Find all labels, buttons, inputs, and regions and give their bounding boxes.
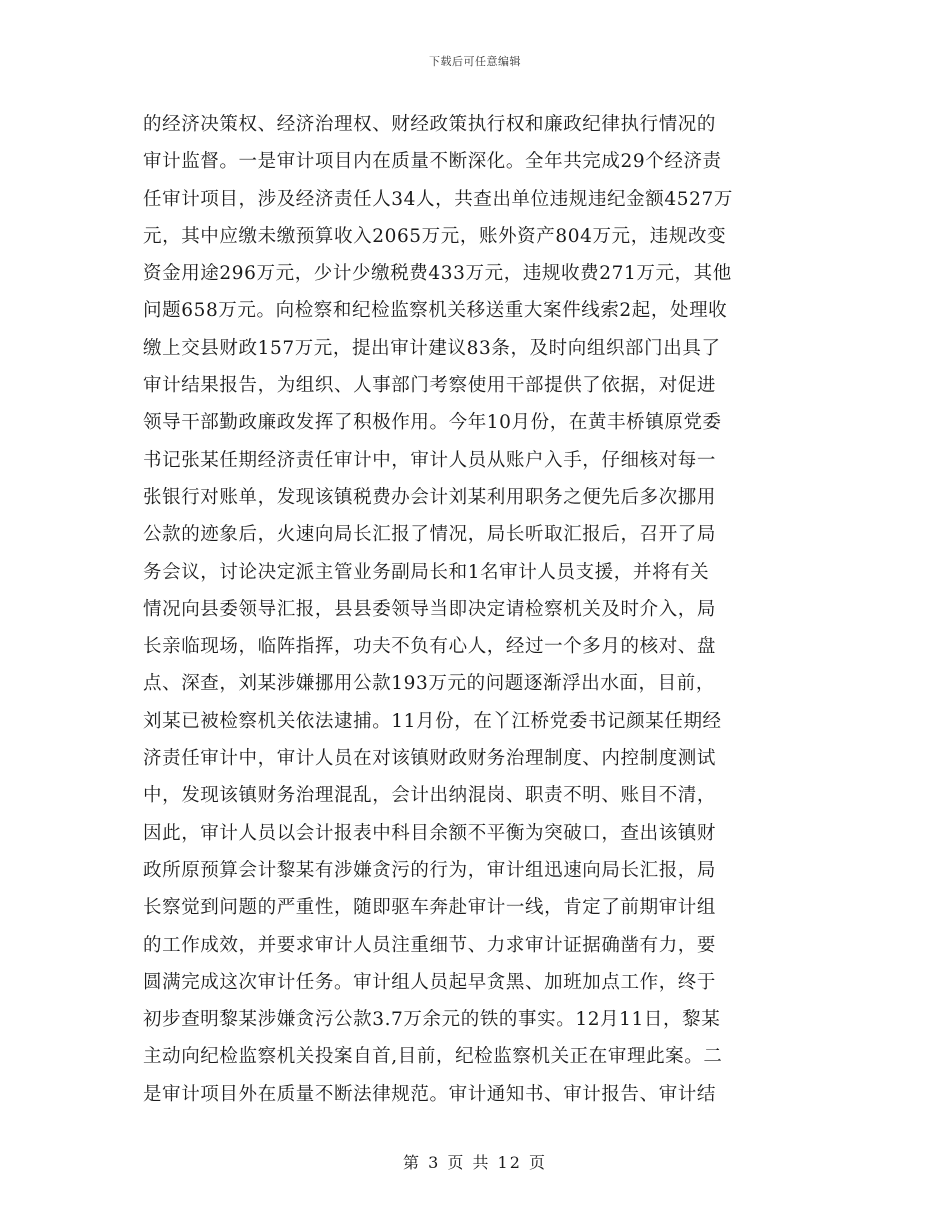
text-line: 长亲临现场，临阵指挥，功夫不负有心人，经过一个多月的核对、盘 bbox=[143, 636, 717, 658]
text-line: 中，发现该镇财务治理混乱，会计出纳混岗、职责不明、账目不清， bbox=[143, 785, 717, 807]
text-line: 审计结果报告，为组织、人事部门考察使用干部提供了依据，对促进 bbox=[143, 375, 717, 397]
text-line: 因此，审计人员以会计报表中科目余额不平衡为突破口，查出该镇财 bbox=[143, 822, 717, 844]
text-line: 张银行对账单，发现该镇税费办会计刘某利用职务之便先后多次挪用 bbox=[143, 486, 717, 508]
text-line: 圆满完成这次审计任务。审计组人员起早贪黑、加班加点工作，终于 bbox=[143, 971, 717, 993]
text-line: 长察觉到问题的严重性，随即驱车奔赴审计一线，肯定了前期审计组 bbox=[143, 897, 717, 919]
text-line: 刘某已被检察机关依法逮捕。11月份，在丫江桥党委书记颜某任期经 bbox=[143, 710, 722, 732]
text-line: 济责任审计中，审计人员在对该镇财政财务治理制度、内控制度测试 bbox=[143, 748, 717, 770]
text-line: 的经济决策权、经济治理权、财经政策执行权和廉政纪律执行情况的 bbox=[143, 114, 717, 135]
text-line: 书记张某任期经济责任审计中，审计人员从账户入手，仔细核对每一 bbox=[143, 449, 717, 471]
text-line: 审计监督。一是审计项目内在质量不断深化。全年共完成29个经济责 bbox=[143, 151, 722, 173]
text-line: 主动向纪检监察机关投案自首,目前，纪检监察机关正在审理此案。二 bbox=[143, 1046, 723, 1068]
text-line: 公款的迹象后，火速向局长汇报了情况，局长听取汇报后，召开了局 bbox=[143, 524, 717, 546]
page-header: 下载后可任意编辑 bbox=[429, 55, 521, 68]
text-line: 点、深查，刘某涉嫌挪用公款193万元的问题逐渐浮出水面，目前， bbox=[143, 673, 715, 695]
text-line: 务会议，讨论决定派主管业务副局长和1名审计人员支援，并将有关 bbox=[143, 561, 710, 583]
text-line: 缴上交县财政157万元，提出审计建议83条，及时向组织部门出具了 bbox=[143, 337, 721, 359]
text-line: 是审计项目外在质量不断法律规范。审计通知书、审计报告、审计结 bbox=[143, 1083, 717, 1105]
page-number-footer: 第 3 页 共 12 页 bbox=[403, 1153, 547, 1172]
text-line: 初步查明黎某涉嫌贪污公款3.7万余元的铁的事实。12月11日，黎某 bbox=[143, 1009, 721, 1031]
text-line: 情况向县委领导汇报，县县委领导当即决定请检察机关及时介入，局 bbox=[143, 598, 717, 620]
text-line: 领导干部勤政廉政发挥了积极作用。今年10月份，在黄丰桥镇原党委 bbox=[143, 412, 722, 434]
text-line: 元，其中应缴未缴预算收入2065万元，账外资产804万元，违规改变 bbox=[143, 225, 727, 247]
document-body bbox=[143, 106, 818, 1113]
text-line: 任审计项目，涉及经济责任人34人，共查出单位违规违纪金额4527万 bbox=[143, 188, 733, 210]
text-line: 政所原预算会计黎某有涉嫌贪污的行为，审计组迅速向局长汇报，局 bbox=[143, 859, 717, 881]
text-line: 的工作成效，并要求审计人员注重细节、力求审计证据确凿有力，要 bbox=[143, 934, 717, 956]
text-line: 资金用途296万元，少计少缴税费433万元，违规收费271万元，其他 bbox=[143, 263, 732, 285]
text-line: 问题658万元。向检察和纪检监察机关移送重大案件线索2起，处理收 bbox=[143, 300, 728, 322]
